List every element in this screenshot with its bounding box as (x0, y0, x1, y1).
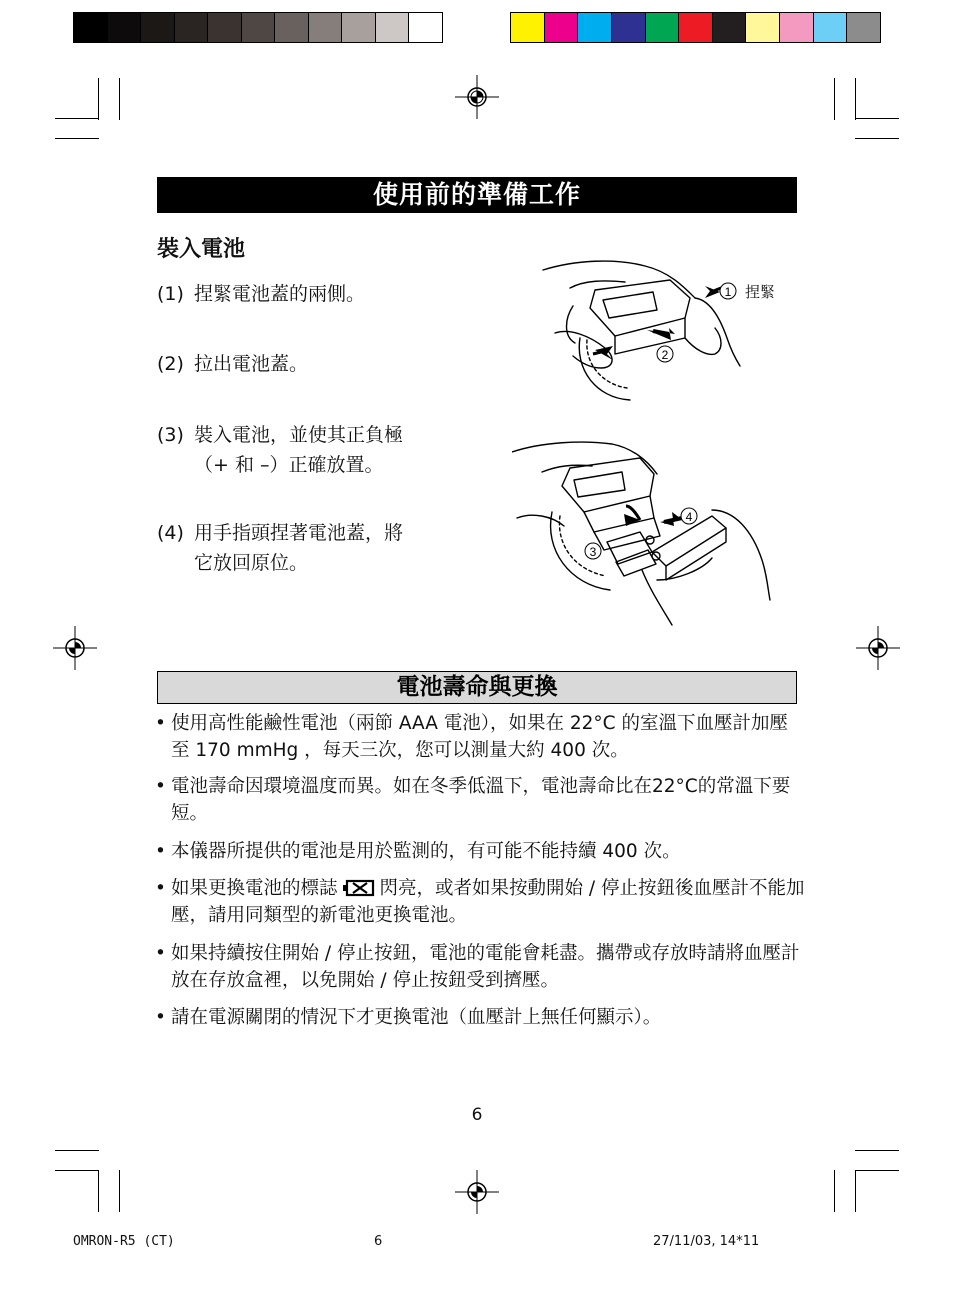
battery-replace-icon (342, 879, 376, 897)
color-swatch (646, 13, 680, 42)
color-swatch (780, 13, 814, 42)
gray-swatch (409, 13, 442, 42)
gray-swatch (175, 13, 209, 42)
section-title-preparation: 使用前的準備工作 (157, 177, 797, 213)
registration-mark-icon (455, 75, 499, 119)
color-swatch (612, 13, 646, 42)
gray-swatch (141, 13, 175, 42)
grayscale-calibration-bar (73, 12, 443, 43)
step-text-continued: 它放回原位。 (194, 552, 309, 574)
page-number: 6 (471, 1105, 483, 1125)
bullet-item: • 使用高性能鹼性電池（兩節 AAA 電池），如果在 22°C 的室溫下血壓計加壓至 170 mmHg ，每天三次，您可以測量大約 400 次。 (155, 710, 805, 764)
gray-swatch (242, 13, 276, 42)
step-1 (157, 279, 365, 309)
registration-mark-icon (53, 626, 97, 670)
gray-swatch (342, 13, 376, 42)
bullet-text: 請在電源關閉的情況下才更換電池（血壓計上無任何顯示）。 (171, 1007, 662, 1028)
bullet-item: • 電池壽命因環境溫度而異。如在冬季低溫下，電池壽命比在22°C的常溫下要短。 (155, 773, 805, 827)
illustration-remove-battery-cover (535, 258, 755, 403)
step-3 (157, 420, 403, 480)
step-4 (157, 518, 403, 578)
step-number: (2) (157, 353, 184, 375)
section-title-battery-life: 電池壽命與更換 (157, 671, 797, 704)
step-text: 捏緊電池蓋的兩側。 (194, 283, 366, 305)
bullet-text: 本儀器所提供的電池是用於監測的，有可能不能持續 400 次。 (171, 841, 681, 862)
color-swatch (679, 13, 713, 42)
step-text: 裝入電池，並使其正負極 (194, 424, 404, 446)
svg-text:3: 3 (589, 545, 597, 559)
bullet-text: 使用高性能鹼性電池（兩節 AAA 電池），如果在 22°C 的室溫下血壓計加壓至 170 mmHg ，每天三次，您可以測量大約 400 次。 (171, 713, 788, 761)
bullet-text: 閃亮，或者如果按動開始 / 停止按鈕後血壓計不能加壓，請用同類型的新電池更換電池。 (171, 878, 805, 926)
footer-timestamp: 27/11/03, 14*11 (653, 1234, 760, 1249)
step-text-continued: （+ 和 –）正確放置。 (194, 454, 384, 476)
step-2 (157, 349, 308, 379)
step-number: (3) (157, 424, 184, 446)
bullet-item: • 如果更換電池的標誌 閃亮，或者如果按動開始 / 停止按鈕後血壓計不能加壓，請用同類型的新電池更換電池。 (155, 878, 805, 926)
color-swatch (511, 13, 545, 42)
registration-mark-icon (856, 626, 900, 670)
bullet-text: 如果更換電池的標誌 (171, 878, 338, 899)
svg-text:4: 4 (685, 510, 693, 524)
svg-text:2: 2 (661, 348, 669, 362)
svg-text:1: 1 (724, 285, 732, 299)
bullet-item: • 本儀器所提供的電池是用於監測的，有可能不能持續 400 次。 (155, 838, 805, 865)
gray-swatch (309, 13, 343, 42)
color-swatch (814, 13, 848, 42)
gray-swatch (275, 13, 309, 42)
color-swatch (713, 13, 747, 42)
bullet-item: • 如果持續按住開始 / 停止按鈕，電池的電能會耗盡。攜帶或存放時請將血壓計放在存放盒裡，以免開始 / 停止按鈕受到擠壓。 (155, 940, 805, 994)
step-number: (1) (157, 283, 184, 305)
color-calibration-bar (510, 12, 881, 43)
color-swatch (545, 13, 579, 42)
gray-swatch (376, 13, 410, 42)
color-swatch (847, 13, 880, 42)
footer-page-number: 6 (374, 1234, 383, 1249)
gray-swatch (108, 13, 142, 42)
step-text: 拉出電池蓋。 (194, 353, 309, 375)
color-swatch (746, 13, 780, 42)
bullet-text: 電池壽命因環境溫度而異。如在冬季低溫下，電池壽命比在22°C的常溫下要短。 (171, 776, 791, 824)
subheading-insert-battery: 裝入電池 (157, 237, 246, 262)
step-number: (4) (157, 522, 184, 544)
registration-mark-icon (455, 1170, 499, 1214)
callout-squeeze: 捏緊 (745, 283, 776, 301)
bullet-item: • 請在電源關閉的情況下才更換電池（血壓計上無任何顯示）。 (155, 1004, 805, 1031)
footer-document-id: OMRON-R5 (CT) (73, 1234, 175, 1249)
gray-swatch (208, 13, 242, 42)
gray-swatch (74, 13, 108, 42)
color-swatch (578, 13, 612, 42)
step-text: 用手指頭捏著電池蓋，將 (194, 522, 404, 544)
illustration-insert-batteries (512, 440, 777, 630)
bullet-text: 如果持續按住開始 / 停止按鈕，電池的電能會耗盡。攜帶或存放時請將血壓計放在存放盒裡，以免開始 / 停止按鈕受到擠壓。 (171, 943, 800, 991)
